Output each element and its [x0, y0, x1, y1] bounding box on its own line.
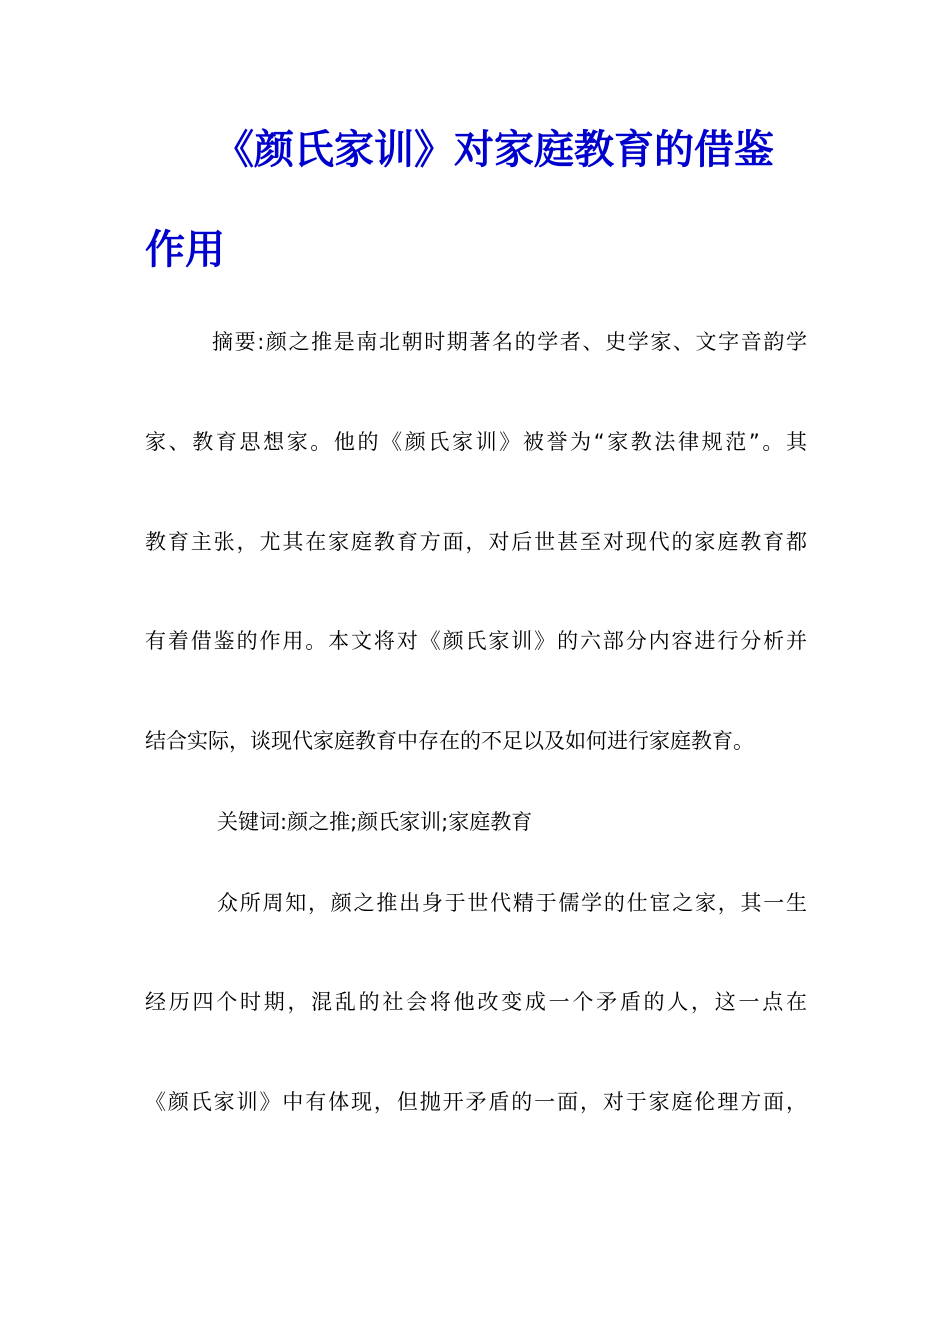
abstract-line-2: 家、教育思想家。他的《颜氏家训》被誉为“家教法律规范”。其	[145, 430, 807, 454]
body-line-2: 经历四个时期，混乱的社会将他改变成一个矛盾的人，这一点在	[145, 990, 807, 1014]
document-title-line-2: 作用	[145, 227, 225, 273]
abstract-line-4: 有着借鉴的作用。本文将对《颜氏家训》的六部分内容进行分析并	[145, 629, 807, 653]
body-line-1: 众所周知，颜之推出身于世代精于儒学的仕宦之家，其一生	[217, 891, 807, 915]
abstract-line-5: 结合实际，谈现代家庭教育中存在的不足以及如何进行家庭教育。	[145, 729, 754, 753]
abstract-line-1: 摘要:颜之推是南北朝时期著名的学者、史学家、文字音韵学	[212, 330, 807, 354]
body-line-3: 《颜氏家训》中有体现，但抛开矛盾的一面，对于家庭伦理方面，	[145, 1090, 807, 1114]
keywords-line: 关键词:颜之推;颜氏家训;家庭教育	[217, 810, 533, 834]
abstract-line-3: 教育主张，尤其在家庭教育方面，对后世甚至对现代的家庭教育都	[145, 530, 807, 554]
document-title-line-1: 《颜氏家训》对家庭教育的借鉴	[214, 127, 774, 173]
